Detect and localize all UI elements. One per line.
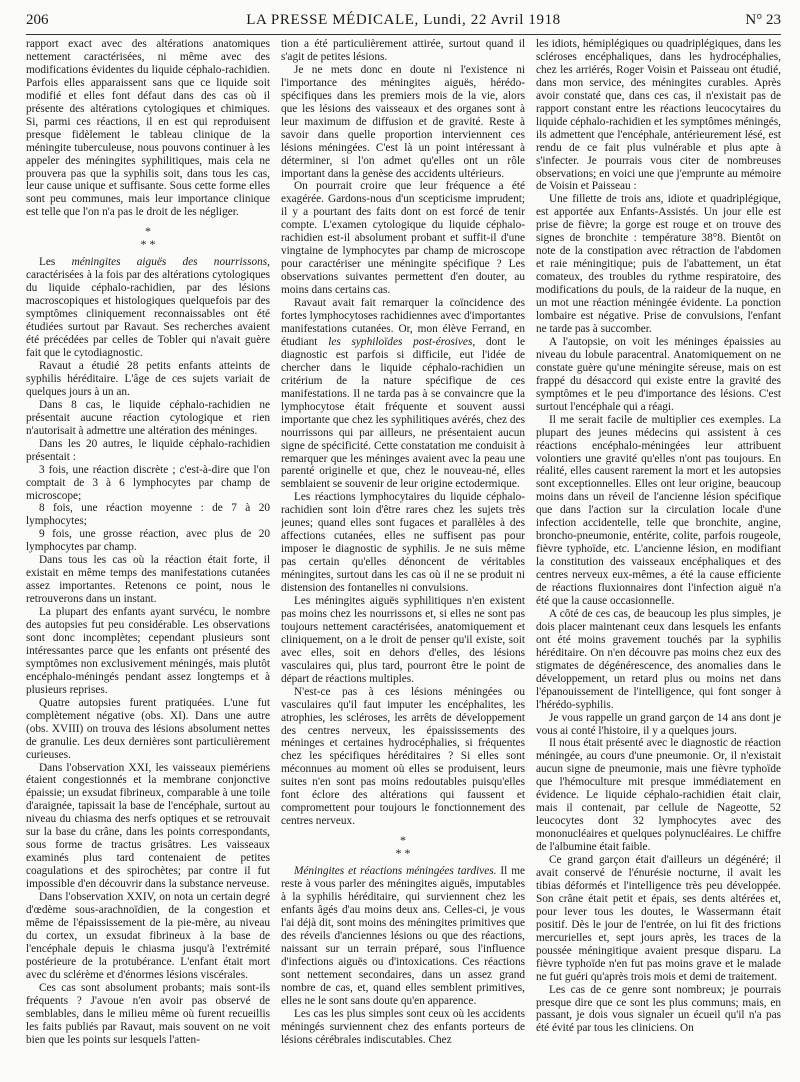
publication-title: LA PRESSE MÉDICALE, Lundi, 22 Avril 1918 <box>246 12 561 28</box>
article-paragraph: Dans l'observation XXIV, on nota un certain degré d'œdème sous-arachnoïdien, de la congestion et même de l'épaississement de la pie-mère, au niveau du cortex, un exsudat fibrineux à la base de l'encéphale depuis le chiasma jusqu'à l'extrémité postérieure de la protubérance. L'enfant était mort avec du sclérème et d'énormes lésions viscérales. <box>26 891 270 981</box>
article-paragraph: Il me serait facile de multiplier ces exemples. La plupart des jeunes médecins qui assistent à ces réactions encéphalo-méningées leur attribuent volontiers une gravité qu'elles n'ont pas toujours. En réalité, elles causent rarement la mort et les autopsies sont exceptionnelles. Elles ont leur origine, beaucoup moins dans un réveil de l'ancienne lésion spécifique que dans l'action sur la circulation locale d'une infection accidentelle, telle que bronchite, angine, broncho-pneumonie, entérite, colite, parfois rougeole, fièvre typhoïde, etc. L'ancienne lésion, en modifiant la constitution des vaisseaux encéphaliques et des centres nerveux eux-mêmes, a été la cause efficiente de réactions fluxionnaires dont l'infection aiguë n'a été que la cause occasionnelle. <box>536 413 781 607</box>
article-paragraph: Dans 8 cas, le liquide céphalo-rachidien ne présentait aucune réaction cytologique et rien n'autorisait à admettre une altération des méninges. <box>26 398 270 437</box>
article-paragraph: Je ne mets donc en doute ni l'existence ni l'importance des méningites aiguës, hérédo-spécifiques dans les premiers mois de la vie, alors que les lésions des vaisseaux et des organes sont à leur maximum de diffusion et de gravité. Reste à savoir dans quelle proportion interviennent ces lésions méningées. C'est là un point intéressant à déterminer, si l'on admet qu'elles ont un rôle important dans la genèse des accidents ultérieurs. <box>281 63 525 180</box>
article-paragraph: tion a été particulièrement attirée, surtout quand il s'agit de petites lésions. <box>281 38 525 63</box>
article-paragraph: Les méningites aiguës des nourrissons, caractérisées à la fois par des altérations cytologiques du liquide céphalo-rachidien, par des lésions macroscopiques et histologiques quelquefois par des symptômes cliniquement reconnaissables ont été étudiées surtout par Ravaut. Ses recherches avaient été précédées par celles de Tobler qui n'avait guère fait que le cytodiagnostic. <box>26 256 270 360</box>
text-column-middle <box>281 38 525 1076</box>
article-paragraph: Méningites et réactions méningées tardives. Il me reste à vous parler des méningites aiguës, imputables à la syphilis héréditaire, qui surviennent chez les enfants âgés d'au moins deux ans. Celles-ci, je vous l'ai déjà dit, sont moins des méningites primitives que des réveils d'anciennes lésions ou que des réactions, naissant sur un terrain préparé, sous l'influence d'infections aiguës ou d'intoxications. Ces réactions sont nettement secondaires, dans un assez grand nombre de cas, et, quand elles semblent primitives, elles ne le sont sans doute qu'en apparence. <box>281 865 525 1007</box>
text-column-left <box>26 38 270 1076</box>
text-column-right <box>536 38 781 1076</box>
article-paragraph: Les réactions lymphocytaires du liquide céphalo-rachidien sont loin d'être rares chez les sujets très jeunes; quand elles sont fugaces et parallèles à des affections cutanées, elles ne suffisent pas pour imposer le diagnostic de syphilis. Je ne suis même pas certain qu'elles dénoncent de véritables méningites, surtout dans les cas où il ne se produit ni distension des fontanelles ni convulsions. <box>281 491 525 595</box>
article-paragraph: A côté de ces cas, de beaucoup les plus simples, je dois placer maintenant ceux dans lesquels les enfants ont été moins gravement touchés par la syphilis héréditaire. On n'en découvre pas moins chez eux des stigmates de dégénérescence, des anomalies dans le développement, un retard plus ou moins net dans l'épanouissement de l'intelligence, qui font songer à l'hérédo-syphilis. <box>536 607 781 711</box>
article-paragraph: Il nous était présenté avec le diagnostic de réaction méningée, au cours d'une pneumonie. Or, il n'existait aucun signe de pneumonie, mais une fièvre typhoïde que l'hémoculture mit presque immédiatement en évidence. Le liquide céphalo-rachidien était clair, mais il contenait, par cellule de Nageotte, 52 leucocytes dont 32 lymphocytes avec des mononucléaires et quelques polynucléaires. Le chiffre de l'albumine était faible. <box>536 737 781 854</box>
article-paragraph: Dans les 20 autres, le liquide céphalo-rachidien présentait : <box>26 437 270 463</box>
article-paragraph: les idiots, hémiplégiques ou quadriplégiques, dans les scléroses encéphaliques, dans les hydrocéphalies, chez les arriérés, Roger Voisin et Paisseau ont étudié, dans mon service, des méningites curables. Après avoir constaté que, dans ces cas, il n'existait pas de rapport constant entre les réactions leucocytaires du liquide céphalo-rachidien et les symptômes méningés, ils admettent que l'encéphale, antérieurement lésé, est rendu de ce fait plus vulnérable et plus apte à s'infecter. Je pourrais vous citer de nombreuses observations; en voici une que j'emprunte au mémoire de Voisin et Paisseau : <box>536 38 781 193</box>
page-header <box>26 8 781 32</box>
issue-number: N° 23 <box>745 12 781 28</box>
article-paragraph: 8 fois, une réaction moyenne : de 7 à 20 lymphocytes; <box>26 502 270 528</box>
article-paragraph: La plupart des enfants ayant survécu, le nombre des autopsies fut peu considérable. Les observations sont donc incomplètes; cependant plusieurs sont intéressantes parce que les enfants ont présenté des symptômes non exclusivement méningés, mais plutôt encéphalo-méningés pendant assez longtemps et à plusieurs reprises. <box>26 606 270 696</box>
section-separator-asterisks: * * * <box>395 833 411 861</box>
article-paragraph: Ravaut avait fait remarquer la coïncidence des fortes lymphocytoses rachidiennes avec d'importantes manifestations cutanées. Or, mon élève Ferrand, en étudiant les syphiloïdes post-érosives, dont le diagnostic est parfois si difficile, eut l'idée de chercher dans le liquide céphalo-rachidien un critérium de la nature spécifique de ces manifestations. Il ne tarda pas à se convaincre que la lymphocytose était fréquente et souvent aussi importante que chez les syphilitiques avérés, chez des nourrissons qui par ailleurs, ne présentaient aucun signe de spécificité. Cette constatation me conduisit à remarquer que les méninges avaient avec la peau une parenté originelle et que, chez le nouveau-né, elles semblaient se souvenir de leur origine ectodermique. <box>281 297 525 491</box>
article-paragraph: Les méningites aiguës syphilitiques n'en existent pas moins chez les nourrissons et, si elles ne sont pas toujours nettement caractérisées, anatomiquement et cliniquement, on a le droit de penser qu'il existe, soit avec elles, soit en dehors d'elles, des lésions vasculaires qui, plus tard, pourront être le point de départ de réactions multiples. <box>281 594 525 685</box>
section-separator-asterisks: * * * <box>140 224 156 252</box>
article-paragraph: Dans tous les cas où la réaction était forte, il existait en même temps des manifestations cutanées assez importantes. Retenons ce point, nous le retrouverons dans un instant. <box>26 554 270 606</box>
article-paragraph: 3 fois, une réaction discrète ; c'est-à-dire que l'on comptait de 3 à 6 lymphocytes par champ de microscope; <box>26 463 270 502</box>
article-paragraph: Une fillette de trois ans, idiote et quadriplégique, est apportée aux Enfants-Assistés. Un jour elle est prise de fièvre; la gorge est rouge et on trouve des signes de bronchite : température 38°8. Bientôt on note de la constipation avec rétraction de l'abdomen et raie méningitique; puis de l'abattement, un état comateux, des troubles du rythme respiratoire, des modifications du pouls, de la raideur de la nuque, en un mot une réaction méningée évidente. La ponction lombaire est négative. Prise de convulsions, l'enfant ne tarde pas à succomber. <box>536 193 781 335</box>
article-paragraph: Je vous rappelle un grand garçon de 14 ans dont je vous ai conté l'histoire, il y a quelques jours. <box>536 711 781 737</box>
article-paragraph: Ces cas sont absolument probants; mais sont-ils fréquents ? J'avoue n'en avoir pas observé de semblables, dans le milieu même où furent recueillis les faits publiés par Ravaut, mais souvent on ne voit bien que les points sur lesquels l'atten- <box>26 981 270 1046</box>
article-paragraph: On pourrait croire que leur fréquence a été exagérée. Gardons-nous d'un scepticisme imprudent; il y a pourtant des faits dont on est forcé de tenir compte. L'examen cytologique du liquide céphalo-rachidien est-il absolument probant et suffit-il d'une vingtaine de lymphocytes par champ de microscope pour caractériser une méningite spécifique ? Les observations suivantes permettent d'en douter, au moins dans certains cas. <box>281 180 525 297</box>
page-number: 206 <box>26 12 49 28</box>
article-paragraph: Ravaut a étudié 28 petits enfants atteints de syphilis héréditaire. L'âge de ces sujets variait de quelques jours à un an. <box>26 359 270 398</box>
article-paragraph: Les cas les plus simples sont ceux où les accidents méningés surviennent chez des enfants porteurs de lésions cérébrales indiscutables. Chez <box>281 1007 525 1046</box>
header-rule <box>26 34 781 35</box>
article-paragraph: Ce grand garçon était d'ailleurs un dégénéré; il avait conservé de l'énurésie nocturne, il avait les tibias déformés et l'intelligence très peu développée. Son crâne était petit et épais, ses dents altérées et, pour lever tous les doutes, le Wassermann était positif. Dès le jour de l'entrée, on lui fit des frictions mercurielles et, sept jours après, les traces de la poussée méningitique avaient presque disparu. La fièvre typhoïde n'en fut pas moins grave et le malade ne fut guéri qu'après trois mois et demi de traitement. <box>536 854 781 983</box>
article-paragraph: 9 fois, une grosse réaction, avec plus de 20 lymphocytes par champ. <box>26 528 270 554</box>
article-paragraph: A l'autopsie, on voit les méninges épaissies au niveau du lobule paracentral. Anatomiquement on ne constate guère qu'une méningite séreuse, mais on est frappé du désaccord qui existe entre la gravité des symptômes et le peu d'importance des lésions. C'est surtout l'encéphale qui a réagi. <box>536 335 781 413</box>
article-paragraph: Les cas de ce genre sont nombreux; je pourrais presque dire que ce sont les plus communs; mais, en passant, je dois vous signaler un écueil qu'il n'a pas été évité par tous les cliniciens. On <box>536 983 781 1035</box>
article-paragraph: Dans l'observation XXI, les vaisseaux piemériens étaient congestionnés et la membrane conjonctive épaissie; un exsudat fibrineux, comparable à une toile d'araignée, tapissait la base de l'encéphale, surtout au niveau du chiasma des nerfs optiques et se retrouvait sur la base du crâne, dans les points correspondants, sous forme de tractus grisâtres. Les vaisseaux examinés plus tard contenaient de petites coagulations et des spirochètes; par contre il fut impossible d'en découvrir dans la substance nerveuse. <box>26 761 270 891</box>
article-paragraph: rapport exact avec des altérations anatomiques nettement caractérisées, ni même avec des modifications évidentes du liquide céphalo-rachidien. Parfois elles apparaissent sans que ce liquide soit modifié et elles font défaut dans des cas où il présente des altérations cytologiques et chimiques. Si, parmi ces réactions, il en est qui reproduisent presque fidèlement le tableau clinique de la méningite tuberculeuse, nous pouvons continuer à les appeler des méningites syphilitiques, mais cela ne prouvera pas que la syphilis soit, dans tous les cas, leur cause unique et suffisante. Sous cette forme elles sont peu communes, mais leur importance clinique est telle que l'on n'a pas le droit de les négliger. <box>26 38 270 219</box>
article-paragraph: N'est-ce pas à ces lésions méningées ou vasculaires qu'il faut imputer les encéphalites, les atrophies, les scléroses, les arrêts de développement des centres nerveux, les épaississements des méninges et certaines hydrocéphalies, si fréquentes chez les spécifiques héréditaires ? Si elles sont méconnues au moment où elles se produisent, leurs suites n'en sont pas moins redoutables puisqu'elles font éclore des altérations qui faussent et compromettent pour toujours le fonctionnement des centres nerveux. <box>281 685 525 828</box>
article-paragraph: Quatre autopsies furent pratiquées. L'une fut complètement négative (obs. XI). Dans une autre (obs. XVIII) on trouva des lésions absolument nettes de granulie. Les deux dernières sont particulièrement curieuses. <box>26 696 270 761</box>
